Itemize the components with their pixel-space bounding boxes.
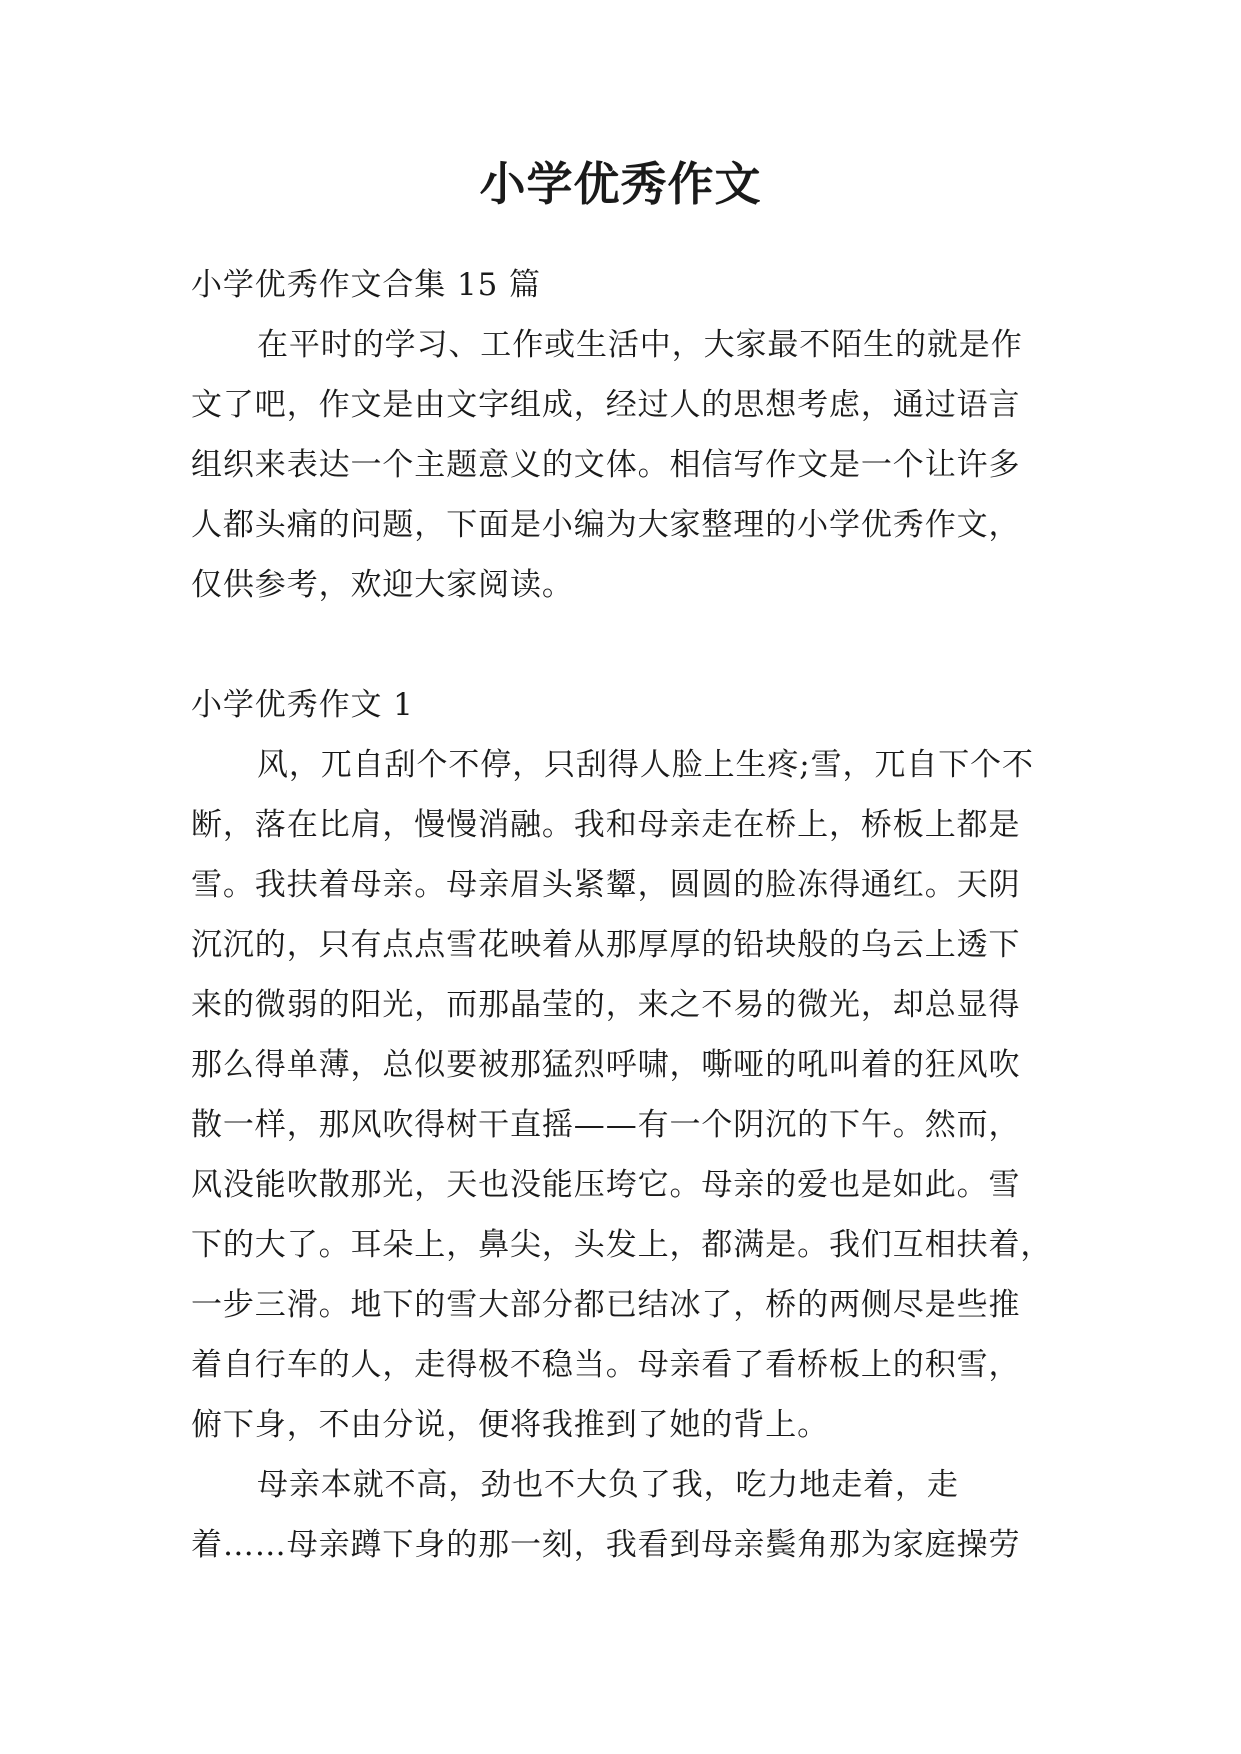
document-body [191,255,1051,1575]
essay-line: 下的大了。耳朵上，鼻尖，头发上，都满是。我们互相扶着， [191,1227,1053,1263]
essay-line: 散一样，那风吹得树干直摇——有一个阴沉的下午。然而， [191,1107,1021,1143]
collection-subtitle: 小学优秀作文合集 15 篇 [191,267,541,303]
essay-line: 着……母亲蹲下身的那一刻，我看到母亲鬓角那为家庭操劳 [191,1527,1021,1563]
intro-line: 人都头痛的问题，下面是小编为大家整理的小学优秀作文， [191,507,1021,543]
essay-line: 来的微弱的阳光，而那晶莹的，来之不易的微光，却总显得 [191,987,1021,1023]
essay-line: 风没能吹散那光，天也没能压垮它。母亲的爱也是如此。雪 [191,1167,1021,1203]
intro-line: 仅供参考，欢迎大家阅读。 [191,567,574,603]
essay-line: 断，落在比肩，慢慢消融。我和母亲走在桥上，桥板上都是 [191,807,1021,843]
intro-paragraph [191,315,1051,615]
essay-line: 沉沉的，只有点点雪花映着从那厚厚的铅块般的乌云上透下 [191,927,1021,963]
essay-line: 那么得单薄，总似要被那猛烈呼啸，嘶哑的吼叫着的狂风吹 [191,1047,1021,1083]
essay-line: 风，兀自刮个不停，只刮得人脸上生疼;雪，兀自下个不 [257,747,1034,783]
paragraph-spacer [191,615,1051,675]
essay-line: 雪。我扶着母亲。母亲眉头紧颦，圆圆的脸冻得通红。天阴 [191,867,1021,903]
intro-line: 文了吧，作文是由文字组成，经过人的思想考虑，通过语言 [191,387,1021,423]
intro-line: 组织来表达一个主题意义的文体。相信写作文是一个让许多 [191,447,1021,483]
section-heading: 小学优秀作文 1 [191,687,414,723]
essay-paragraph-1 [191,735,1051,1455]
essay-line: 母亲本就不高，劲也不大负了我，吃力地走着，走 [257,1467,959,1503]
essay-paragraph-2 [191,1455,1051,1575]
document-title: 小学优秀作文 [479,157,762,211]
essay-line: 俯下身，不由分说，便将我推到了她的背上。 [191,1407,829,1443]
essay-line: 着自行车的人，走得极不稳当。母亲看了看桥板上的积雪， [191,1347,1021,1383]
essay-line: 一步三滑。地下的雪大部分都已结冰了，桥的两侧尽是些推 [191,1287,1021,1323]
intro-line: 在平时的学习、工作或生活中，大家最不陌生的就是作 [257,327,1023,363]
